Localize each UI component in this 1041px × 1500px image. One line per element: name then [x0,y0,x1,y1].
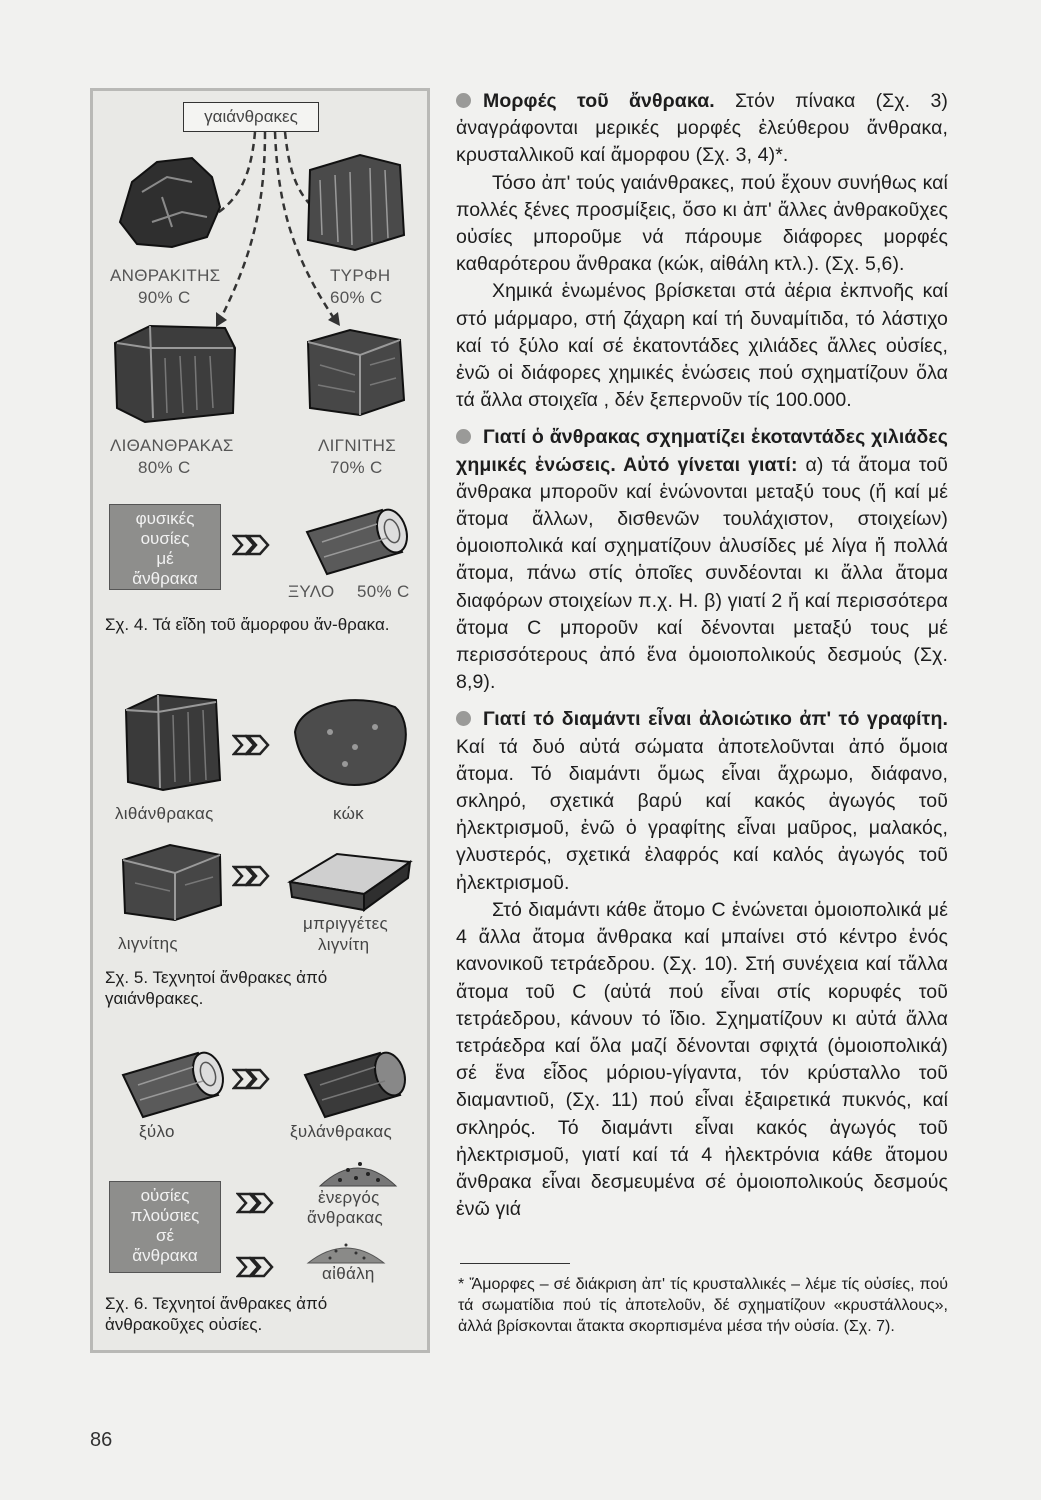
double-arrow-icon [232,732,272,758]
carbon-rich-substances-box [109,1181,221,1273]
section-why-many-compounds [456,424,948,696]
organic-substances-box [109,504,221,590]
briquette [282,842,417,917]
coal-types-top-label: γαιάνθρακες [183,102,319,132]
activated-carbon-label-line-2: ἄνθρακας [307,1208,383,1227]
double-arrow-icon [232,1066,272,1092]
section-heading: Γιατί ὁ ἄνθρακας σχηματίζει ἑκοταντάδες χιλιάδες χημικές ἑνώσεις. Αὐτό γίνεται γιατί: [456,426,948,476]
figure-5-caption: Σχ. 5. Τεχνητοί ἄνθρακες ἀπό γαιάνθρακες. [105,968,328,1008]
section-heading: Γιατί τό διαμάντι εἶναι ἀλοιώτικο ἀπ' τό γραφίτη. [483,708,948,731]
peat-name: ΤΥΡΦΗ [330,266,391,285]
wood-name: ΞΥΛΟ [288,582,335,601]
double-arrow-icon [236,1190,276,1216]
activated-carbon-pile [318,1150,398,1190]
organic-box-line-2: ουσίες [140,529,190,548]
figure-6-caption: Σχ. 6. Τεχνητοί ἄνθρακες ἀπό ἀνθρακοῦχες οὐσίες. [105,1294,328,1334]
wood-label: ξύλο [139,1122,175,1141]
paragraph: Χημικά ἑνωμένος βρίσκεται στά ἀέρια ἐκπνοῆς καί στό μάρμαρο, στή ζάχαρη καί τή δυναμίτιδα, τό λάστιχο καί τό ξύλο καί σέ ἑκατοντάδες χιλιάδες ἄλλες οὐσίες, ἐνῶ οἱ διάφορες χημικές ἑνώσεις πού σχηματίζουν ὅλα τά ἄλλα στοιχεῖα , δέν ξεπερνοῦν τίς 100.000. [456,280,948,412]
coal-label: λιθάνθρακας [115,804,214,823]
section-heading: Μορφές τοῦ ἄνθρακα. [483,90,715,112]
section-body: α) τά ἄτομα τοῦ ἄνθρακα μποροῦν καί ἑνώνονται μεταξύ τους (ἤ καί μέ ἄτομα ἄλλων, δισθενῶν τουλάχιστον, στοιχείων) ὁμοιοπολικά καί σχηματίζουν ἁλυσίδες μέ λίγα ἤ πολλά ἄτομα, πάνω στίς ὁποῖες συνδέονται κι ἄλλα ἄτομα διαφόρων στοιχείων π.χ. Η. β) γιατί 2 ἤ καί περισσότερα ἄτομα C μποροῦν καί δένονται μεταξύ τους μέ περισσότερους ἀπό ἕνα ὁμοιοπολικούς δεσμούς (Σχ. 8,9). [456,453,948,694]
page-number: 86 [90,1429,113,1451]
briquette-label-line-2: λιγνίτη [318,935,370,954]
rich-box-line-2: πλούσιες [130,1206,200,1225]
double-arrow-icon [232,532,272,558]
lignite-block [300,320,410,420]
section-body: Στόν πίνακα (Σχ. 3) ἀναγράφονται μερικές μορφές ἐλεύθερου ἄνθρακα, κρυσταλλικοῦ καί ἄμορφου (Σχ. 3, 4)*. [456,90,948,167]
footnote: * Ἄμορφες – σέ διάκριση ἀπ' τίς κρυσταλλικές – λέμε τίς οὐσίες, πού τά σωματίδια πού τίς ἀποτελοῦν, δέ σχηματίζουν «κρυστάλλους», ἀλλά βρίσκονται ἄτακτα σκορπισμένα μέσα τήν οὐσία. (Σχ. 7). [458,1276,948,1335]
lignite-name: ΛΙΓΝΙΤΗΣ [318,436,397,455]
rich-box-line-3: σέ [155,1226,175,1245]
double-arrow-icon [236,1254,276,1280]
lignite-label: λιγνίτης [118,934,178,953]
coal-name: ΛΙΘΑΝΘΡΑΚΑΣ [110,436,234,455]
section-diamond-vs-graphite [456,706,948,896]
coal-block [105,318,245,428]
lignite-percent: 70% C [330,458,383,477]
peat-percent: 60% C [330,288,383,307]
lignite-lump [115,835,230,925]
soot-label: αἰθάλη [322,1264,375,1283]
bullet-icon [456,93,471,108]
bullet-icon [456,711,471,726]
section-forms-of-carbon [456,88,948,170]
coal-percent: 80% C [138,458,191,477]
paragraph: Τόσο ἀπ' τούς γαιάνθρακες, πού ἔχουν συνήθως καί πολλές ξένες προσμίξεις, ὅσο κι ἀπ' ἄλλες ἀνθρακοῦχες οὐσίες μποροῦμε νά πάρουμε διάφορες μορφές καθαρότερου ἄνθρακα (κώκ, αἰθάλη κτλ.). (Σχ. 5,6). [456,171,948,276]
footnote-divider [460,1263,570,1264]
figure-4-caption: Σχ. 4. Τά εἴδη τοῦ ἄμορφου ἄν-θρακα. [105,615,390,634]
organic-box-line-3: μέ [156,549,174,568]
wood-percent: 50% C [357,582,410,601]
section-body: Καί τά δυό αὐτά σώματα ἀποτελοῦνται ἀπό ὅμοια ἄτομα. Τό διαμάντι ὅμως εἶναι ἄχρωμο, διάφανο, σκληρό, σχετικά βαρύ καί κακός ἀγωγός τοῦ ἠλεκτρισμοῦ, ἐνῶ ὁ γραφίτης εἶναι μαῦρος, μαλακός, γλυστερός, σχετικά ἐλαφρός καί καλός ἀγωγός τοῦ ἠλεκτρισμοῦ. [456,735,948,894]
coke-label: κώκ [333,804,364,823]
anthracite-name: ΑΝΘΡΑΚΙΤΗΣ [110,266,221,285]
peat-block [300,150,410,255]
briquette-label-line-1: μπριγγέτες [303,914,389,933]
wood-log-2 [108,1045,236,1125]
coke-lump [285,692,415,792]
organic-box-line-1: φυσικές [135,509,195,528]
bullet-icon [456,429,471,444]
paragraph: Στό διαμάντι κάθε ἄτομο C ἑνώνεται ὁμοιοπολικά μέ 4 ἄλλα ἄτομα ἄνθρακα καί μπαίνει στό κέντρο ἑνός κανονικοῦ τετράεδρου. (Σχ. 10). Στή συνέχεια καί τἄλλα ἄτομα τοῦ C (αὐτά πού εἶναι στίς κορυφές τοῦ τετράεδρου, κάνουν τό ἴδιο. Σχηματίζουν κι αὐτά ἄλλα τετράεδρα καί ὅλα μαζί δένονται σφιχτά (ὁμοιοπολικά) σέ ἕνα εἶδος μόριου-γίγαντα, τόν κρύσταλλο τοῦ διαμαντιοῦ, (Σχ. 11) πού εἶναι ἐξαιρετικά πυκνός, καί σκληρός. Τό διαμάντι εἶναι κακός ἀγωγός τοῦ ἠλεκτρισμοῦ, γιατί καί τά 4 ἠλεκτρόνια κάθε ἄτομου ἄνθρακα εἶναι δεσμευμένα σέ ὁμοιοπολικούς δεσμούς ἐνῶ γιά [456,898,948,1221]
coal-lump [118,690,228,795]
rich-box-line-1: οὐσίες [140,1186,190,1205]
double-arrow-icon [232,863,272,889]
anthracite-rock [112,152,227,252]
charcoal-label: ξυλάνθρακας [290,1122,393,1141]
rich-box-line-4: ἄνθρακα [132,1246,198,1265]
charcoal-log [290,1045,418,1125]
soot-pile [306,1233,386,1265]
wood-log [292,502,417,582]
anthracite-percent: 90% C [138,288,191,307]
organic-box-line-4: ἄνθρακα [132,569,198,588]
activated-carbon-label-line-1: ἐνεργός [318,1188,380,1207]
main-text-column [456,88,948,1223]
